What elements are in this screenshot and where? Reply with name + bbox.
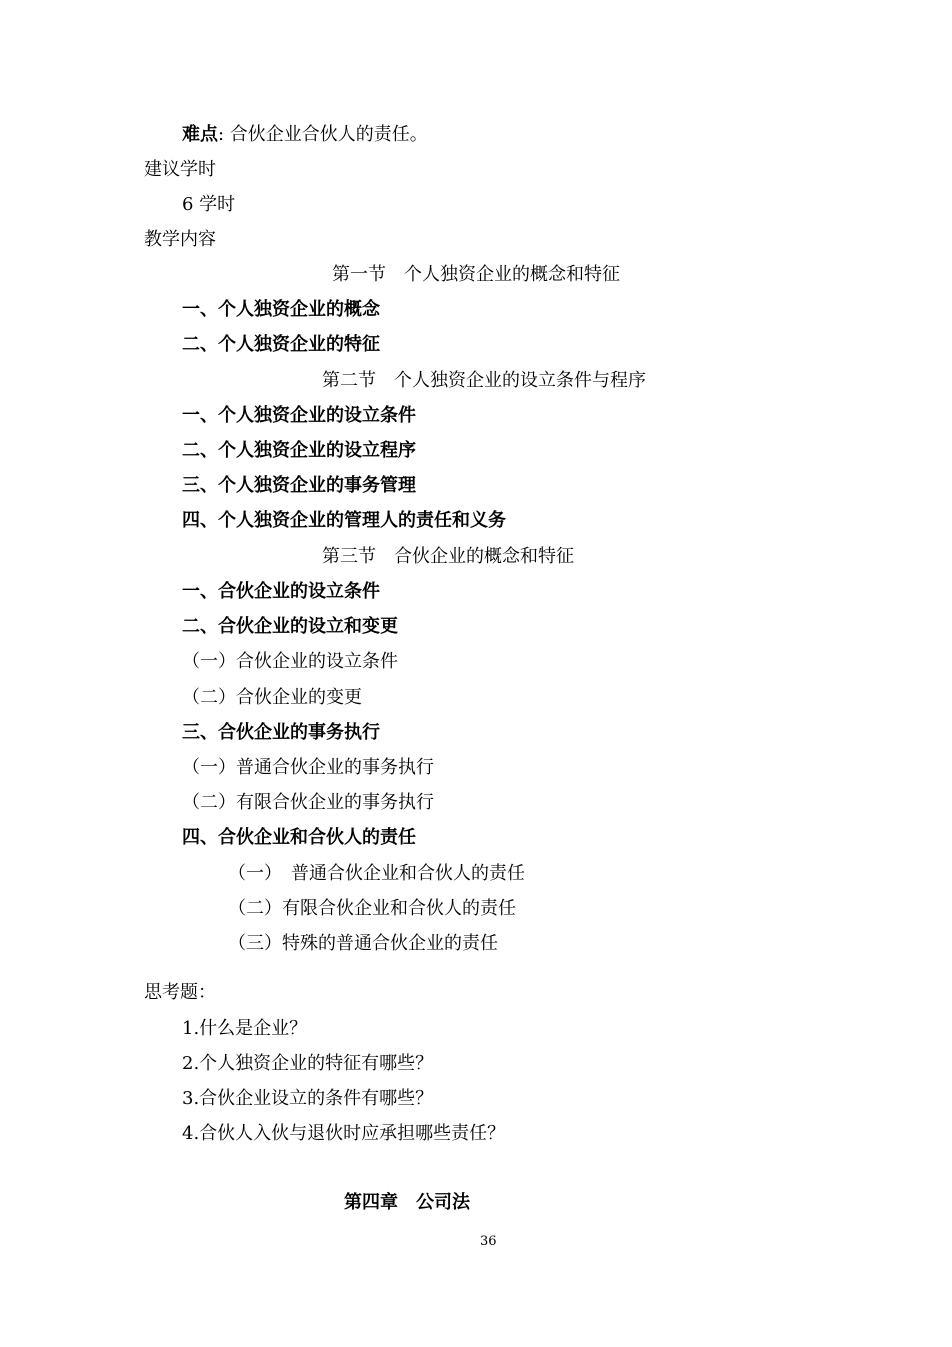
outline-subitem: （二）有限合伙企业和合伙人的责任 xyxy=(228,898,516,919)
question-item: 2.个人独资企业的特征有哪些？ xyxy=(182,1053,434,1074)
suggested-hours-heading: 建议学时 xyxy=(144,159,216,180)
section-title: 第三节 合伙企业的概念和特征 xyxy=(322,546,574,567)
suggested-hours-value: 6 学时 xyxy=(182,194,236,215)
question-item: 1.什么是企业？ xyxy=(182,1018,308,1039)
outline-subitem: （一） 普通合伙企业和合伙人的责任 xyxy=(228,863,525,884)
difficulty-label: 难点 xyxy=(182,124,218,145)
outline-item: 一、个人独资企业的设立条件 xyxy=(182,405,416,426)
outline-item: 二、个人独资企业的特征 xyxy=(182,334,380,355)
difficulty-text: : 合伙企业合伙人的责任。 xyxy=(218,124,428,145)
outline-item: 四、个人独资企业的管理人的责任和义务 xyxy=(182,510,506,531)
outline-item: 四、合伙企业和合伙人的责任 xyxy=(182,827,416,848)
outline-item: 三、个人独资企业的事务管理 xyxy=(182,475,416,496)
teaching-content-heading: 教学内容 xyxy=(144,229,216,250)
outline-subitem: （二）有限合伙企业的事务执行 xyxy=(182,792,434,813)
page-number: 36 xyxy=(480,1234,497,1249)
outline-subitem: （一）普通合伙企业的事务执行 xyxy=(182,757,434,778)
outline-item: 三、合伙企业的事务执行 xyxy=(182,722,380,743)
outline-subitem: （二）合伙企业的变更 xyxy=(182,687,362,708)
outline-item: 一、合伙企业的设立条件 xyxy=(182,581,380,602)
outline-subitem: （三）特殊的普通合伙企业的责任 xyxy=(228,933,498,954)
chapter-title: 第四章 公司法 xyxy=(344,1192,470,1213)
outline-subitem: （一）合伙企业的设立条件 xyxy=(182,651,398,672)
difficulty-line xyxy=(182,123,428,147)
section-title: 第一节 个人独资企业的概念和特征 xyxy=(332,264,620,285)
questions-heading: 思考题： xyxy=(144,982,216,1003)
outline-item: 一、个人独资企业的概念 xyxy=(182,299,380,320)
outline-item: 二、合伙企业的设立和变更 xyxy=(182,616,398,637)
question-item: 4.合伙人入伙与退伙时应承担哪些责任？ xyxy=(182,1123,506,1144)
question-item: 3.合伙企业设立的条件有哪些？ xyxy=(182,1088,434,1109)
section-title: 第二节 个人独资企业的设立条件与程序 xyxy=(322,370,646,391)
outline-item: 二、个人独资企业的设立程序 xyxy=(182,440,416,461)
